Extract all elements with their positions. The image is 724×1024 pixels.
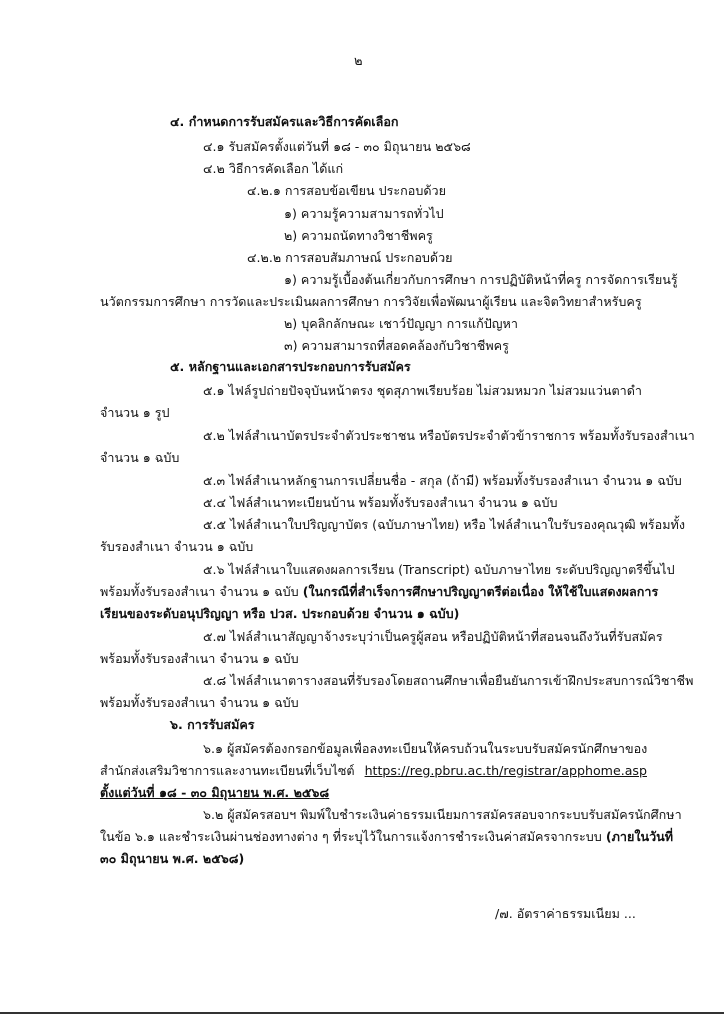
line-4-2-1: ๔.๒.๑ การสอบข้อเขียน ประกอบด้วย	[247, 183, 446, 198]
continuation-note: /๗. อัตราค่าธรรมเนียม ...	[495, 906, 636, 921]
bottom-scan-edge	[0, 1012, 724, 1014]
line-5-6-cont-2: เรียนของระดับอนุปริญญา หรือ ปวส. ประกอบด้วย จำนวน ๑ ฉบับ)	[100, 606, 460, 621]
line-6-2-cont-bold: (ภายในวันที่	[605, 829, 674, 844]
line-5-7: ๕.๗ ไฟล์สำเนาสัญญาจ้างระบุว่าเป็นครูผู้สอน หรือปฏิบัติหน้าที่สอนจนถึงวันที่รับสมัคร	[203, 629, 663, 644]
line-4-2-2-2: ๒) บุคลิกลักษณะ เชาว์ปัญญา การแก้ปัญหา	[284, 316, 518, 331]
line-6-1: ๖.๑ ผู้สมัครต้องกรอกข้อมูลเพื่อลงทะเบียนให้ครบถ้วนในระบบรับสมัครนักศึกษาของ	[203, 741, 648, 756]
line-6-1-cont-text: สำนักส่งเสริมวิชาการและงานทะเบียนที่เว็บไซต์	[100, 763, 355, 778]
line-4-2-1-2: ๒) ความถนัดทางวิชาชีพครู	[284, 228, 433, 243]
line-4-2: ๔.๒ วิธีการคัดเลือก ได้แก่	[203, 161, 344, 176]
line-5-3: ๕.๓ ไฟล์สำเนาหลักฐานการเปลี่ยนชื่อ - สกุล (ถ้ามี) พร้อมทั้งรับรองสำเนา จำนวน ๑ ฉบับ	[203, 473, 682, 488]
section-6-heading: ๖. การรับสมัคร	[170, 717, 255, 732]
line-6-2-cont-2: ๓๐ มิถุนายน พ.ศ. ๒๕๖๘)	[100, 851, 245, 866]
line-5-4: ๕.๔ ไฟล์สำเนาทะเบียนบ้าน พร้อมทั้งรับรองสำเนา จำนวน ๑ ฉบับ	[203, 495, 558, 510]
line-5-1-cont: จำนวน ๑ รูป	[100, 405, 170, 420]
line-6-2: ๖.๒ ผู้สมัครสอบฯ พิมพ์ใบชำระเงินค่าธรรมเนียมการสมัครสอบจากระบบรับสมัครนักศึกษา	[203, 807, 682, 822]
line-4-2-2-1-cont: นวัตกรรมการศึกษา การวัดและประเมินผลการศึกษา การวิจัยเพื่อพัฒนาผู้เรียน และจิตวิทยาสำหรับครู	[100, 294, 642, 309]
line-5-5: ๕.๕ ไฟล์สำเนาใบปริญญาบัตร (ฉบับภาษาไทย) หรือ ไฟล์สำเนาใบรับรองคุณวุฒิ พร้อมทั้ง	[203, 517, 685, 532]
line-6-2-cont-normal: ในข้อ ๖.๑ และชำระเงินผ่านช่องทางต่าง ๆ ที่ระบุไว้ในการแจ้งการชำระเงินค่าสมัครจากระบบ	[100, 829, 602, 844]
line-5-8-cont: พร้อมทั้งรับรองสำเนา จำนวน ๑ ฉบับ	[100, 695, 299, 710]
line-4-2-1-1: ๑) ความรู้ความสามารถทั่วไป	[284, 206, 444, 221]
line-4-2-2-3: ๓) ความสามารถที่สอดคล้องกับวิชาชีพครู	[284, 338, 509, 353]
line-6-2-cont	[100, 828, 673, 846]
registration-link[interactable]: https://reg.pbru.ac.th/registrar/apphome.asp	[364, 763, 647, 778]
line-5-1: ๕.๑ ไฟล์รูปถ่ายปัจจุบันหน้าตรง ชุดสุภาพเรียบร้อย ไม่สวมหมวก ไม่สวมแว่นตาดำ	[203, 383, 642, 398]
page-number: ๒	[354, 54, 363, 69]
section-4-heading: ๔. กำหนดการรับสมัครและวิธีการคัดเลือก	[170, 114, 399, 129]
line-5-6-cont-bold: (ในกรณีที่สำเร็จการศึกษาปริญญาตรีต่อเนื่อง ให้ใช้ใบแสดงผลการ	[302, 584, 659, 599]
line-5-5-cont: รับรองสำเนา จำนวน ๑ ฉบับ	[100, 539, 254, 554]
line-5-6-cont	[100, 583, 658, 601]
line-5-8: ๕.๘ ไฟล์สำเนาตารางสอนที่รับรองโดยสถานศึกษาเพื่อยืนยันการเข้าฝึกประสบการณ์วิชาชีพ	[203, 673, 694, 688]
line-4-2-2-1: ๑) ความรู้เบื้องต้นเกี่ยวกับการศึกษา การปฏิบัติหน้าที่ครู การจัดการเรียนรู้	[284, 272, 678, 287]
line-5-6-cont-normal: พร้อมทั้งรับรองสำเนา จำนวน ๑ ฉบับ	[100, 584, 299, 599]
line-5-7-cont: พร้อมทั้งรับรองสำเนา จำนวน ๑ ฉบับ	[100, 651, 299, 666]
line-5-6: ๕.๖ ไฟล์สำเนาใบแสดงผลการเรียน (Transcript) ฉบับภาษาไทย ระดับปริญญาตรีขึ้นไป	[203, 562, 675, 577]
line-6-1-date: ตั้งแต่วันที่ ๑๘ - ๓๐ มิถุนายน พ.ศ. ๒๕๖๘	[100, 785, 330, 800]
line-5-2: ๕.๒ ไฟล์สำเนาบัตรประจำตัวประชาชน หรือบัตรประจำตัวข้าราชการ พร้อมทั้งรับรองสำเนา	[203, 428, 695, 443]
line-5-2-cont: จำนวน ๑ ฉบับ	[100, 450, 180, 465]
line-4-1: ๔.๑ รับสมัครตั้งแต่วันที่ ๑๘ - ๓๐ มิถุนายน ๒๕๖๘	[203, 139, 471, 154]
section-5-heading: ๕. หลักฐานและเอกสารประกอบการรับสมัคร	[170, 359, 411, 374]
line-6-1-cont	[100, 762, 647, 780]
line-4-2-2: ๔.๒.๒ การสอบสัมภาษณ์ ประกอบด้วย	[247, 250, 453, 265]
